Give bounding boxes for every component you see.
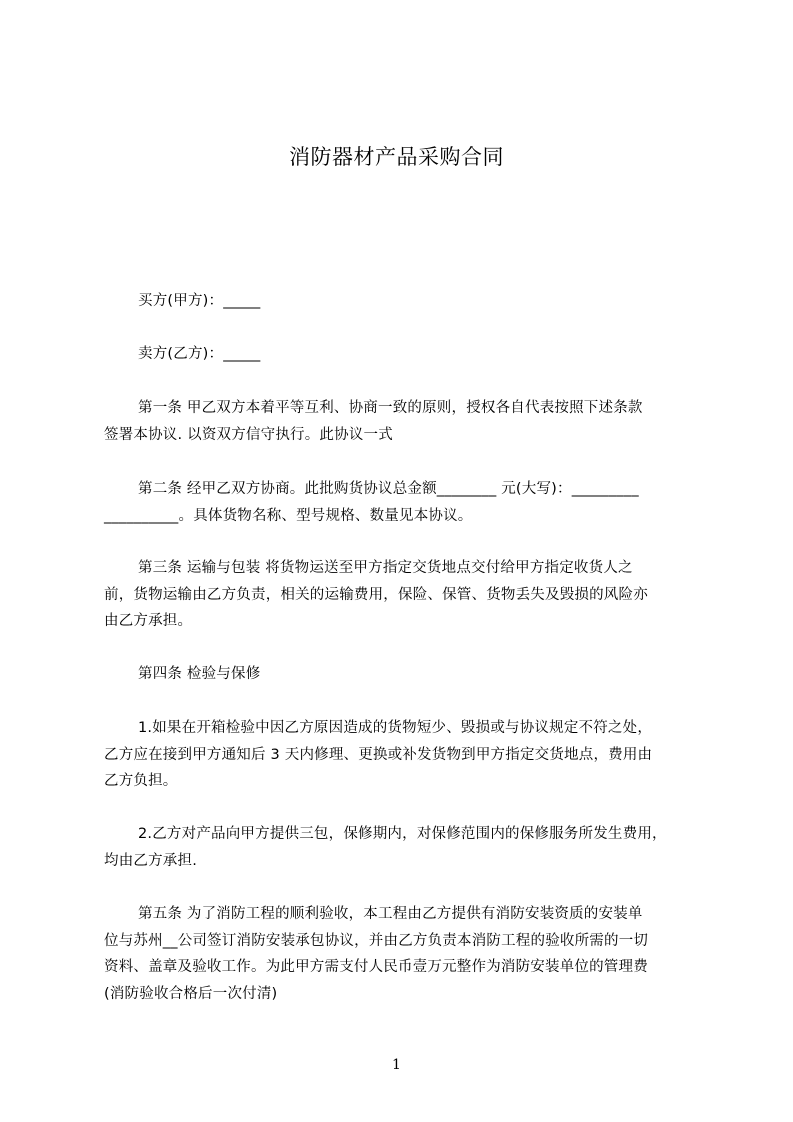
paragraph-line: 乙方负担。 [104, 773, 178, 789]
paragraph-line: 第五条 为了消防工程的顺利验收，本工程由乙方提供有消防安装资质的安装单 [138, 906, 643, 922]
paragraph-line: 1.如果在开箱检验中因乙方原因造成的货物短少、毁损或与协议规定不符之处， [138, 720, 653, 736]
paragraph-line: (消防验收合格后一次付清) [104, 985, 278, 1002]
paragraph-line: __________。具体货物名称、型号规格、数量见本协议。 [104, 507, 473, 524]
paragraph-line: 卖方(乙方)：_____ [138, 346, 261, 362]
paragraph-line: 位与苏州__公司签订消防安装承包协议，并由乙方负责本消防工程的验收所需的一切 [104, 932, 649, 949]
paragraph-line: 乙方应在接到甲方通知后 3 天内修理、更换或补发货物到甲方指定交货地点，费用由 [104, 746, 653, 763]
article-4-item-1 [104, 715, 704, 795]
article-1-paragraph [104, 395, 704, 448]
paragraph-line: 第二条 经甲乙双方协商。此批购货协议总金额________ 元(大写)：_________ [138, 481, 639, 497]
article-4-item-2 [104, 821, 704, 874]
paragraph-line: 2.乙方对产品向甲方提供三包，保修期内，对保修范围内的保修服务所发生费用， [138, 826, 667, 842]
paragraph-line: 第一条 甲乙双方本着平等互利、协商一致的原则，授权各自代表按照下述条款 [138, 400, 643, 416]
paragraph-line: 第三条 运输与包装 将货物运送至甲方指定交货地点交付给甲方指定收货人之 [138, 560, 633, 576]
article-3-paragraph [104, 555, 704, 635]
buyer-paragraph [104, 288, 704, 315]
paragraph-line: 第四条 检验与保修 [138, 666, 261, 682]
paragraph-line: 前，货物运输由乙方负责，相关的运输费用，保险、保管、货物丢失及毁损的风险亦 [104, 586, 648, 603]
document-title: 消防器材产品采购合同 [289, 145, 504, 169]
paragraph-line: 签署本协议. 以资双方信守执行。此协议一式 [104, 426, 393, 443]
article-2-paragraph [104, 476, 704, 529]
page-number: 1 [392, 1057, 401, 1073]
paragraph-line: 由乙方承担。 [104, 613, 193, 629]
paragraph-line: 资料、盖章及验收工作。为此甲方需支付人民币壹万元整作为消防安装单位的管理费 [104, 959, 648, 975]
paragraph-line: 均由乙方承担. [104, 852, 198, 869]
paragraph-line: 买方(甲方)：_____ [138, 293, 261, 309]
article-5-paragraph [104, 901, 704, 1007]
article-4-heading [104, 661, 704, 688]
seller-paragraph [104, 341, 704, 368]
